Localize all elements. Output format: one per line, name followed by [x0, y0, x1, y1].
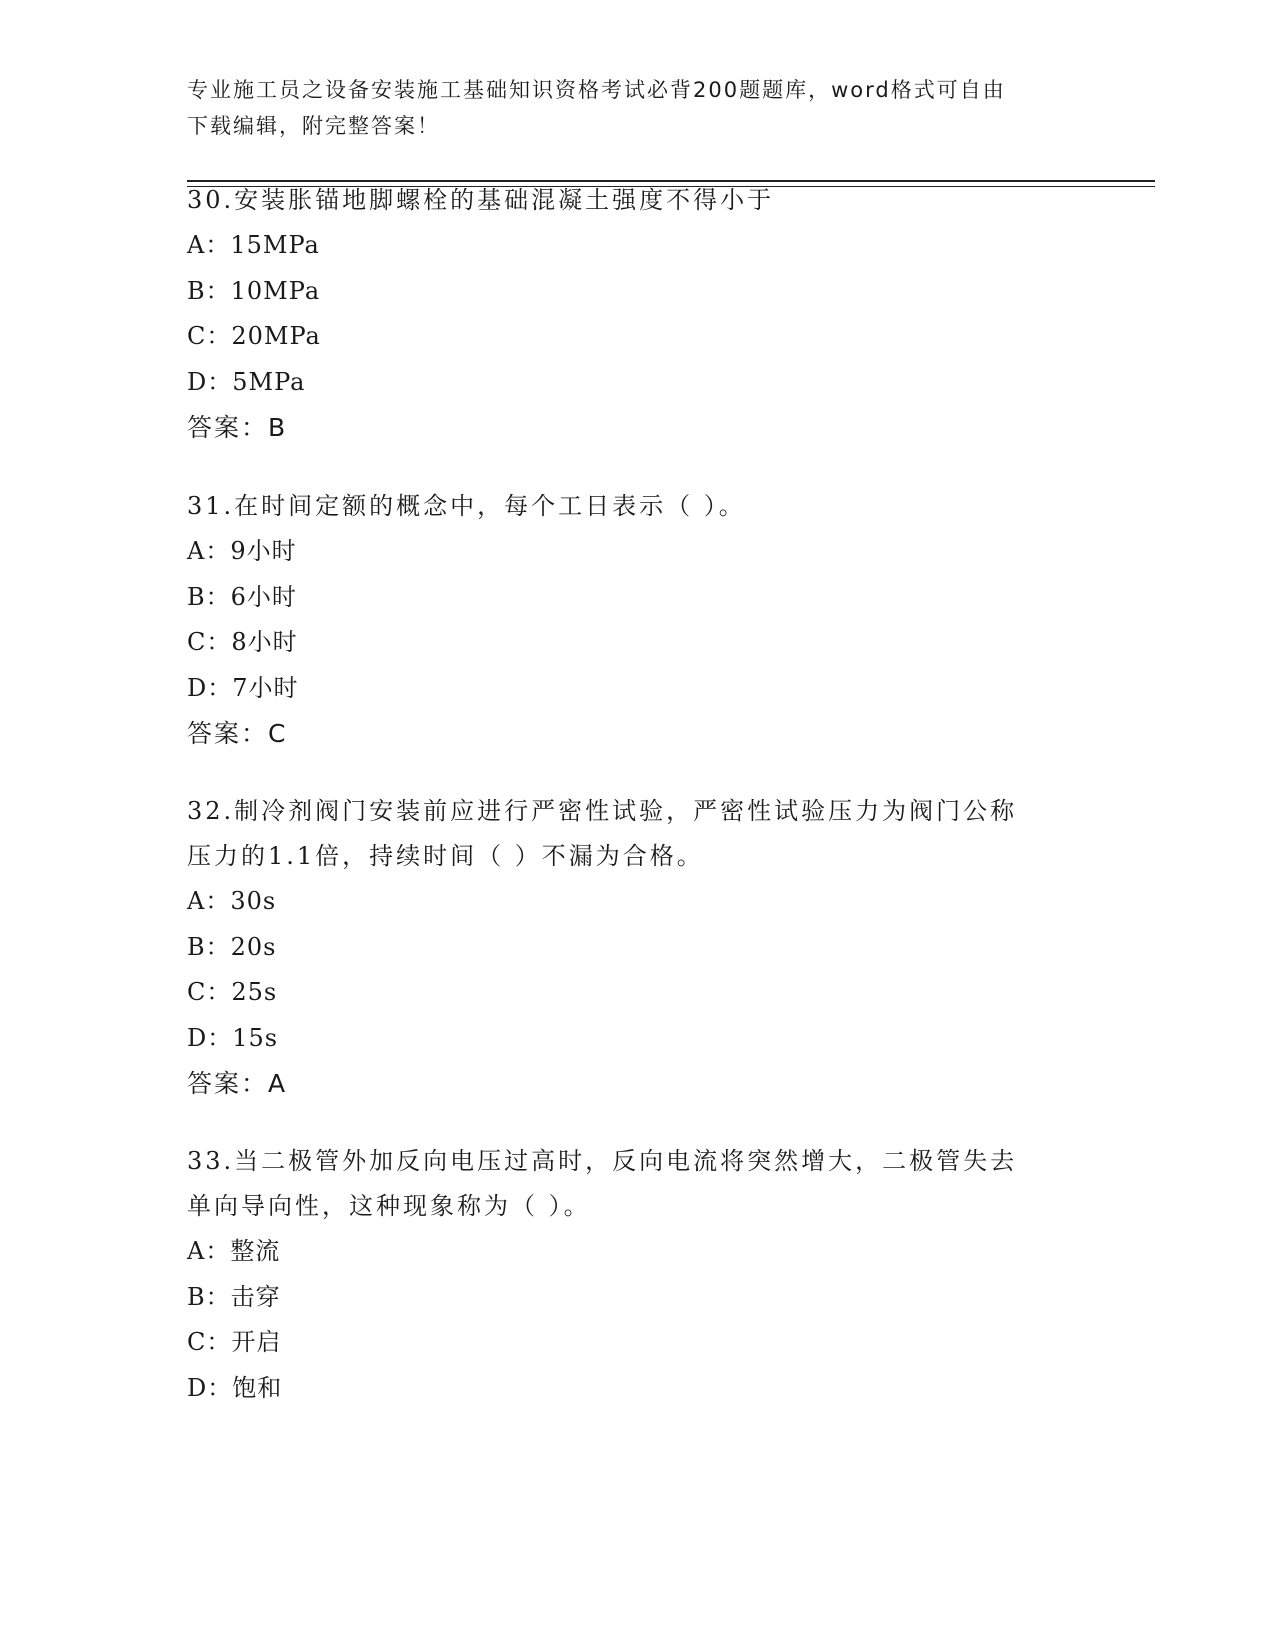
option-a: A：30s: [187, 887, 277, 915]
answer: 答案：C: [187, 719, 288, 748]
header-line-1: 专业施工员之设备安装施工基础知识资格考试必背200题题库，word格式可自由: [187, 78, 1006, 102]
question-stem-line-1: 32.制冷剂阀门安装前应进行严密性试验，严密性试验压力为阀门公称: [187, 797, 1018, 825]
option-c: C：8小时: [187, 628, 298, 656]
option-c: C：20MPa: [187, 322, 321, 350]
answer: 答案：B: [187, 413, 288, 442]
answer: 答案：A: [187, 1069, 288, 1098]
question-33: [187, 1139, 1087, 1411]
option-a: A：9小时: [187, 537, 297, 565]
option-b: B：击穿: [187, 1282, 281, 1311]
header-line-2: 下载编辑，附完整答案！: [187, 114, 440, 138]
option-a: A：15MPa: [187, 231, 320, 259]
document-header: [187, 72, 1067, 144]
question-stem-line-2: 压力的1.1倍，持续时间（ ）不漏为合格。: [187, 842, 704, 870]
question-stem: 30.安装胀锚地脚螺栓的基础混凝土强度不得小于: [187, 186, 775, 214]
option-d: D：15s: [187, 1023, 279, 1052]
question-stem-line-2: 单向导向性，这种现象称为（ ）。: [187, 1192, 591, 1220]
option-c: C：开启: [187, 1328, 282, 1356]
option-b: B：6小时: [187, 582, 297, 611]
option-b: B：20s: [187, 932, 277, 961]
question-stem-line-1: 33.当二极管外加反向电压过高时，反向电流将突然增大，二极管失去: [187, 1147, 1018, 1175]
option-d: D：饱和: [187, 1373, 283, 1402]
option-a: A：整流: [187, 1237, 281, 1265]
question-30: [187, 178, 1087, 451]
option-d: D：7小时: [187, 673, 299, 702]
question-stem: 31.在时间定额的概念中，每个工日表示（ ）。: [187, 492, 746, 520]
question-31: [187, 484, 1087, 757]
question-32: [187, 789, 1087, 1107]
option-c: C：25s: [187, 978, 278, 1006]
option-d: D：5MPa: [187, 367, 306, 396]
option-b: B：10MPa: [187, 276, 321, 305]
